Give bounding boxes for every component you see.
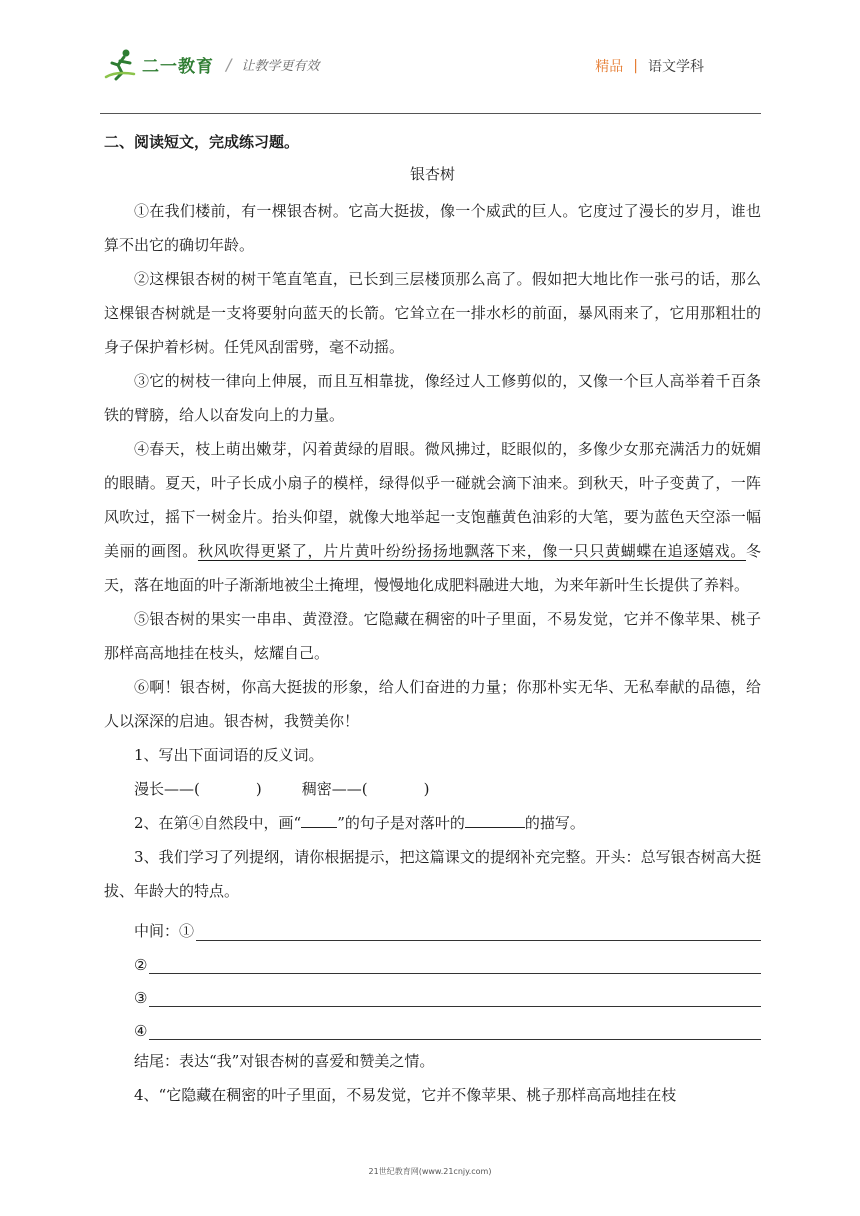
header-right	[595, 56, 704, 76]
question-1-antonyms	[104, 772, 761, 806]
paragraph-1: ①在我们楼前，有一棵银杏树。它高大挺拔，像一个威武的巨人。它度过了漫长的岁月，谁也算不出它的确切年龄。	[104, 202, 761, 254]
outline-middle-4	[104, 1007, 761, 1040]
article-title: 银杏树	[409, 165, 455, 183]
underline-sample	[301, 811, 337, 828]
logo-slogan: 让教学更有效	[241, 58, 320, 74]
outline-item-4-label: ④	[134, 1022, 148, 1040]
paragraph-6: ⑥啊！银杏树，你高大挺拔的形象，给人们奋进的力量；你那朴实无华、无私奉献的品德，给人以深深的启迪。银杏树，我赞美你！	[104, 678, 761, 730]
paragraph-4-text-b: 冬天，落在地面的叶子渐渐地被尘土掩埋，慢慢地化成肥料融进大地，为来年新叶生长提供了养料。	[104, 542, 761, 594]
outline-middle-3	[104, 974, 761, 1007]
logo-separator: /	[226, 54, 232, 74]
outline-item-2-label: ②	[134, 956, 148, 974]
question-1: 1、写出下面词语的反义词。	[134, 746, 324, 764]
paragraph-4-text-a: ④春天，枝上萌出嫩芽，闪着黄绿的眉眼。微风拂过，眨眼似的，多像少女那充满活力的妩媚的眼睛。夏天，叶子长成小扇子的模样，绿得似乎一碰就会滴下油来。到秋天，叶子变黄了，一阵风吹过，摇下一树金片。抬头仰望，就像大地举起一支饱蘸黄色油彩的大笔，要为蓝色天空添一幅美丽的画图。	[104, 440, 761, 560]
runner-logo-icon	[104, 47, 138, 81]
outline-answer-4[interactable]	[149, 1019, 761, 1040]
question-4: 4、“它隐藏在稠密的叶子里面，不易发觉，它并不像苹果、桃子那样高高地挂在枝	[134, 1086, 677, 1104]
outline-middle-1	[104, 908, 761, 941]
paragraph-2: ②这棵银杏树的树干笔直笔直，已长到三层楼顶那么高了。假如把大地比作一张弓的话，那么这棵银杏树就是一支将要射向蓝天的长箭。它耸立在一排水杉的前面，暴风雨来了，它用那粗壮的身子保护着杉树。任凭风刮雷劈，毫不动摇。	[104, 270, 761, 356]
question-2-text-a: 2、在第④自然段中，画“	[134, 814, 302, 832]
outline-middle-label: 中间：①	[134, 922, 195, 940]
outline-ending: 结尾：表达“我”对银杏树的喜爱和赞美之情。	[134, 1052, 435, 1070]
antonym-close-1: )	[255, 780, 262, 798]
question-2-blank[interactable]	[465, 811, 525, 828]
outline-item-3-label: ③	[134, 989, 148, 1007]
question-2-text-b: ”的句子是对落叶的	[337, 814, 465, 832]
question-2-text-c: 的描写。	[524, 814, 585, 832]
brand-logo	[104, 44, 319, 84]
paragraph-4	[104, 432, 761, 602]
logo-text: 二一教育	[142, 56, 214, 77]
outline-answer-3[interactable]	[149, 986, 761, 1007]
underlined-sentence: 秋风吹得更紧了，片片黄叶纷纷扬扬地飘落下来，像一只只黄蝴蝶在追逐嬉戏。	[197, 542, 746, 560]
outline-answer-1[interactable]	[196, 920, 761, 941]
subject-label: 语文学科	[648, 59, 704, 75]
antonym-word-1: 漫长——(	[134, 780, 200, 798]
section-title: 二、阅读短文，完成练习题。	[104, 133, 300, 151]
header-divider	[100, 113, 761, 114]
page-footer: 21世纪教育网(www.21cnjy.com)	[368, 1167, 492, 1176]
antonym-close-2: )	[423, 780, 430, 798]
outline-answer-2[interactable]	[149, 953, 761, 974]
premium-badge: 精品	[595, 59, 624, 75]
header-separator: |	[633, 58, 638, 74]
paragraph-5: ⑤银杏树的果实一串串、黄澄澄。它隐藏在稠密的叶子里面，不易发觉，它并不像苹果、桃子那样高高地挂在枝头，炫耀自己。	[104, 610, 761, 662]
antonym-word-2: 稠密——(	[301, 780, 368, 798]
question-2	[104, 806, 761, 840]
question-3: 3、我们学习了列提纲，请你根据提示，把这篇课文的提纲补充完整。开头：总写银杏树高大挺拔、年龄大的特点。	[104, 848, 761, 900]
worksheet-content	[104, 128, 761, 1112]
page-header	[0, 0, 860, 118]
outline-middle-2	[104, 941, 761, 974]
paragraph-3: ③它的树枝一律向上伸展，而且互相靠拢，像经过人工修剪似的，又像一个巨人高举着千百条铁的臂膀，给人以奋发向上的力量。	[104, 372, 761, 424]
